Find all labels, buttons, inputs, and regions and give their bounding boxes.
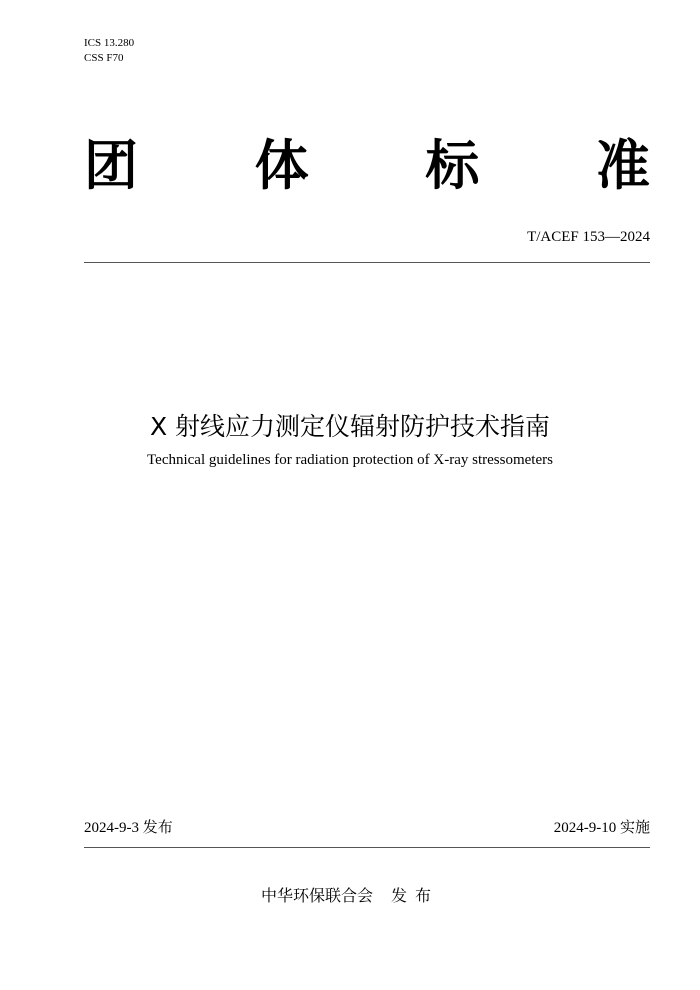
top-divider <box>84 262 650 263</box>
standard-type-char: 体 <box>254 133 309 197</box>
standard-type-char: 团 <box>84 133 138 197</box>
publish-date: 2024-9-3 <box>84 820 139 836</box>
bottom-divider <box>84 847 650 848</box>
ics-code: ICS 13.280 <box>84 37 135 49</box>
standard-type-heading <box>84 130 650 200</box>
implement-date: 2024-9-10 <box>553 820 617 836</box>
implement-label: 实施 <box>619 818 650 836</box>
publish-date-line <box>84 817 173 838</box>
publisher-name: 中华环保联合会 <box>260 886 373 905</box>
classification-codes <box>84 36 134 66</box>
publish-label: 发布 <box>142 818 173 836</box>
publisher-action: 发布 <box>391 886 440 905</box>
publisher-line <box>0 885 700 907</box>
standard-type-char: 标 <box>425 133 480 197</box>
standard-code: T/ACEF 153—2024 <box>527 229 650 245</box>
title-chinese: X 射线应力测定仪辐射防护技术指南 <box>149 412 551 441</box>
standard-type-char: 准 <box>595 133 650 197</box>
implement-date-line <box>554 817 650 838</box>
title-english: Technical guidelines for radiation protection of X-ray stressometers <box>147 452 553 468</box>
css-code: CSS F70 <box>84 52 124 64</box>
